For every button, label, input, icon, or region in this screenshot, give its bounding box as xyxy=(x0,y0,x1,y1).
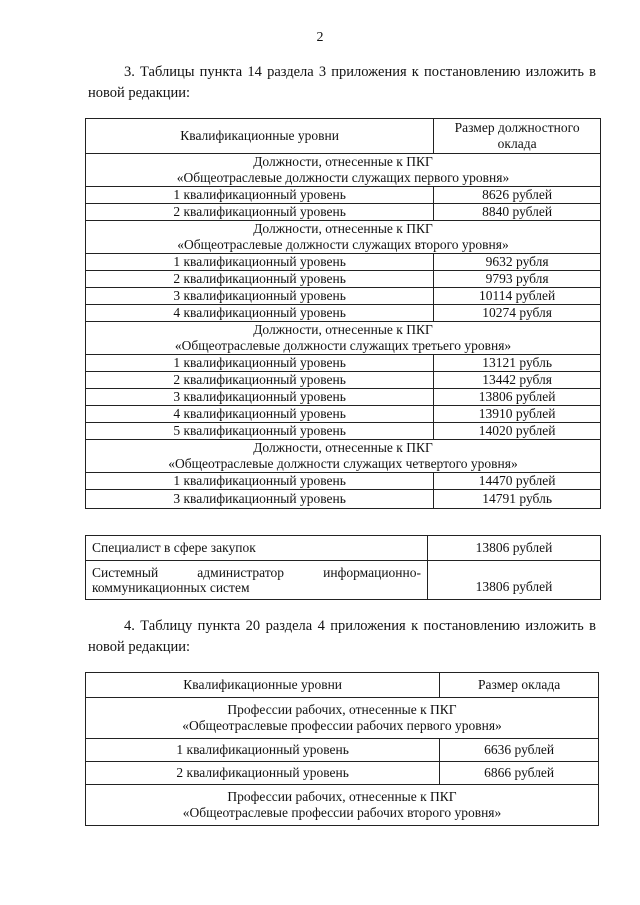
group-title-line2: «Общеотраслевые профессии рабочих второго уровня» xyxy=(182,805,502,820)
group-title xyxy=(86,698,599,739)
group-title xyxy=(86,440,601,473)
table-row xyxy=(86,423,601,440)
group-title-line1: Профессии рабочих, отнесенные к ПКГ xyxy=(227,789,457,804)
amount-cell: 10274 рубля xyxy=(434,305,601,322)
group-title-line2: «Общеотраслевые должности служащих второго уровня» xyxy=(177,237,509,252)
level-cell: 2 квалификационный уровень xyxy=(86,762,440,785)
table-row xyxy=(86,389,601,406)
level-cell: 2 квалификационный уровень xyxy=(86,204,434,221)
salary-table-employees xyxy=(85,118,601,509)
group-title-line2: «Общеотраслевые должности служащих четвертого уровня» xyxy=(168,456,518,471)
position-cell: Системный администратор информационно-коммуникационных систем xyxy=(86,561,428,600)
group-title xyxy=(86,322,601,355)
level-cell: 2 квалификационный уровень xyxy=(86,271,434,288)
page-number: 2 xyxy=(316,30,324,45)
level-cell: 1 квалификационный уровень xyxy=(86,473,434,490)
amount-cell: 8626 рублей xyxy=(434,187,601,204)
amount-cell: 13806 рублей xyxy=(428,536,601,561)
table-row xyxy=(86,372,601,389)
amount-cell: 8840 рублей xyxy=(434,204,601,221)
table-row xyxy=(86,762,599,785)
group-title-row xyxy=(86,154,601,187)
group-title-line1: Профессии рабочих, отнесенные к ПКГ xyxy=(227,702,457,717)
table-row xyxy=(86,406,601,423)
table-row xyxy=(86,271,601,288)
item-3-paragraph: 3. Таблицы пункта 14 раздела 3 приложения к постановлению изложить в новой редакции: xyxy=(88,64,596,101)
group-title-line2: «Общеотраслевые должности служащих третьего уровня» xyxy=(174,338,512,353)
salary-table-workers xyxy=(85,672,599,826)
level-cell: 3 квалификационный уровень xyxy=(86,490,434,509)
amount-cell: 13806 рублей xyxy=(434,389,601,406)
level-cell: 5 квалификационный уровень xyxy=(86,423,434,440)
table-row xyxy=(86,305,601,322)
group-title-row xyxy=(86,698,599,739)
level-cell: 3 квалификационный уровень xyxy=(86,288,434,305)
table-row xyxy=(86,490,601,509)
amount-cell: 14020 рублей xyxy=(434,423,601,440)
group-title-line1: Должности, отнесенные к ПКГ xyxy=(253,154,433,169)
amount-cell: 6866 рублей xyxy=(440,762,599,785)
group-title-line1: Должности, отнесенные к ПКГ xyxy=(253,322,433,337)
group-title-row xyxy=(86,785,599,826)
table-row xyxy=(86,254,601,271)
amount-cell: 13806 рублей xyxy=(428,561,601,600)
group-title-row xyxy=(86,322,601,355)
group-title-row xyxy=(86,440,601,473)
group-title-line1: Должности, отнесенные к ПКГ xyxy=(253,440,433,455)
amount-cell: 9793 рубля xyxy=(434,271,601,288)
level-cell: 1 квалификационный уровень xyxy=(86,355,434,372)
amount-cell: 9632 рубля xyxy=(434,254,601,271)
level-cell: 4 квалификационный уровень xyxy=(86,406,434,423)
amount-cell: 13910 рублей xyxy=(434,406,601,423)
position-cell: Специалист в сфере закупок xyxy=(86,536,428,561)
level-cell: 1 квалификационный уровень xyxy=(86,739,440,762)
group-title xyxy=(86,221,601,254)
table-row xyxy=(86,187,601,204)
amount-cell: 10114 рублей xyxy=(434,288,601,305)
table-row xyxy=(86,739,599,762)
level-cell: 1 квалификационный уровень xyxy=(86,254,434,271)
amount-cell: 14470 рублей xyxy=(434,473,601,490)
amount-cell: 13442 рубля xyxy=(434,372,601,389)
table-row xyxy=(86,473,601,490)
level-cell: 3 квалификационный уровень xyxy=(86,389,434,406)
level-cell: 2 квалификационный уровень xyxy=(86,372,434,389)
table-row xyxy=(86,288,601,305)
group-title xyxy=(86,154,601,187)
amount-cell: 13121 рубль xyxy=(434,355,601,372)
item-4-paragraph: 4. Таблицу пункта 20 раздела 4 приложения к постановлению изложить в новой редакции: xyxy=(88,618,596,655)
group-title-line2: «Общеотраслевые должности служащих первого уровня» xyxy=(176,170,510,185)
group-title-line1: Должности, отнесенные к ПКГ xyxy=(253,221,433,236)
amount-cell: 6636 рублей xyxy=(440,739,599,762)
table-row xyxy=(86,561,601,600)
level-cell: 1 квалификационный уровень xyxy=(86,187,434,204)
header-salary: Размер должностного оклада xyxy=(434,119,601,154)
header-levels: Квалификационные уровни xyxy=(86,673,440,698)
level-cell: 4 квалификационный уровень xyxy=(86,305,434,322)
table-row xyxy=(86,204,601,221)
header-salary: Размер оклада xyxy=(440,673,599,698)
amount-cell: 14791 рубль xyxy=(434,490,601,509)
table-header-row xyxy=(86,119,601,154)
group-title-line2: «Общеотраслевые профессии рабочих первого уровня» xyxy=(182,718,502,733)
salary-table-specialists xyxy=(85,535,601,600)
group-title xyxy=(86,785,599,826)
group-title-row xyxy=(86,221,601,254)
table-row xyxy=(86,536,601,561)
table-header-row xyxy=(86,673,599,698)
header-levels: Квалификационные уровни xyxy=(86,119,434,154)
table-row xyxy=(86,355,601,372)
